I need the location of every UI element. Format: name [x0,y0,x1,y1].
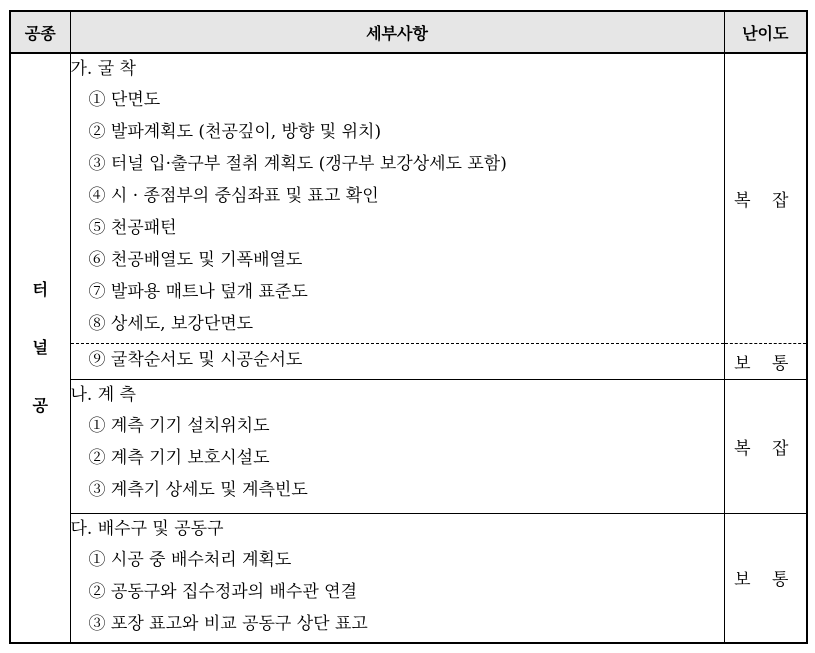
list-item: ② 공동구와 집수정과의 배수관 연결 [88,581,358,602]
list-item: ③ 포장 표고와 비교 공동구 상단 표고 [88,613,368,634]
difficulty-cell: 보 통 [724,343,807,379]
section-title: 가. 굴 착 [70,59,136,79]
section-title: 나. 계 측 [70,384,136,405]
header-row [10,11,807,53]
section-row [10,513,807,643]
section-row [10,53,807,343]
list-item: ② 계측 기기 보호시설도 [88,447,270,468]
list-item: ⑧ 상세도, 보강단면도 [88,314,254,334]
list-item: ① 시공 중 배수처리 계획도 [88,549,292,570]
header-details: 세부사항 [70,11,724,53]
list-item: ⑦ 발파용 매트나 덮개 표준도 [88,282,308,302]
trade-char: 터 [32,280,48,299]
header-difficulty: 난이도 [724,11,807,53]
difficulty-cell: 복 잡 [724,379,807,513]
section-excavation-sequence [70,343,724,379]
section-title: 다. 배수구 및 공동구 [70,518,224,539]
section-drainage [70,513,724,643]
list-item: ⑤ 천공패턴 [88,218,177,238]
list-item: ③ 계측기 상세도 및 계측빈도 [88,479,308,500]
section-measurement [70,379,724,513]
list-item: ① 단면도 [88,90,161,110]
list-item: ⑨ 굴착순서도 및 시공순서도 [88,349,303,370]
trade-cell [10,53,70,643]
difficulty-cell: 보 통 [724,513,807,643]
list-item: ③ 터널 입·출구부 절취 계획도 (갱구부 보강상세도 포함) [88,154,507,174]
section-row [10,379,807,513]
trade-char: 공 [32,396,48,415]
section-row [10,343,807,379]
list-item: ② 발파계획도 (천공깊이, 방향 및 위치) [88,122,382,142]
list-item: ④ 시 · 종점부의 중심좌표 및 표고 확인 [88,186,379,206]
list-item: ① 계측 기기 설치위치도 [88,415,270,436]
header-trade: 공종 [10,11,70,53]
trade-char: 널 [32,338,48,357]
section-excavation [70,53,724,343]
spec-table [9,10,808,644]
list-item: ⑥ 천공배열도 및 기폭배열도 [88,250,303,270]
difficulty-cell: 복 잡 [724,53,807,343]
